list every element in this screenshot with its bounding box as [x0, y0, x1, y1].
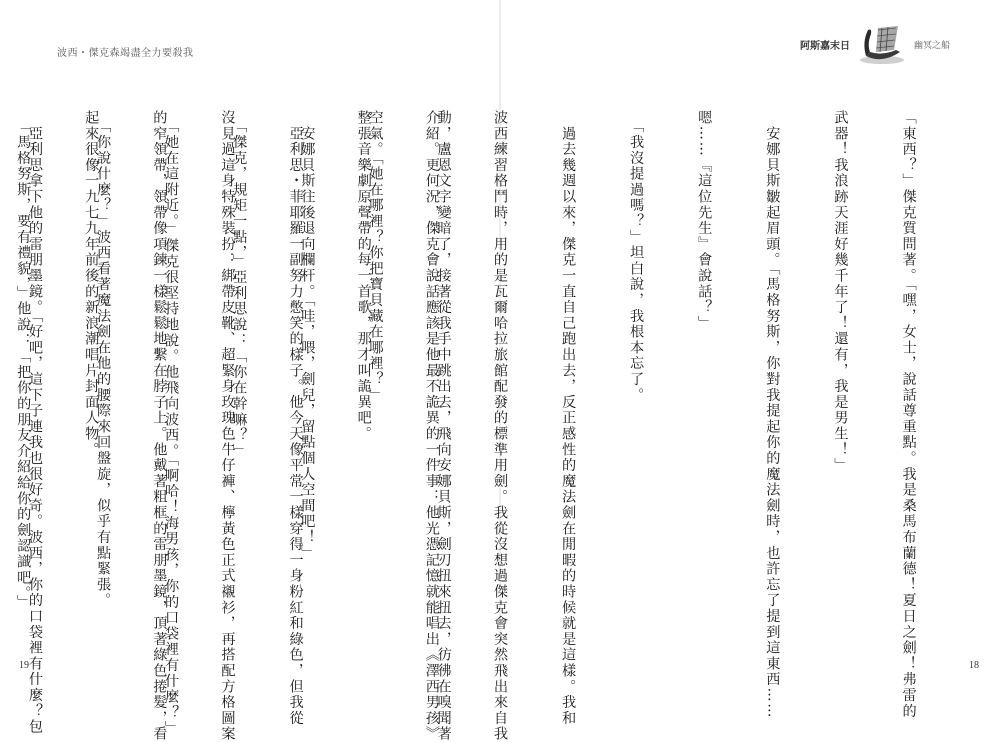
text-column: 安娜貝斯皺起眉頭。「馬格努斯，你對我提起你的魔法劍時，也許忘了提到這東西……	[764, 110, 781, 720]
text-column: 起來很像一九七九年前後的新浪潮唱片封面人物。	[83, 110, 100, 458]
right-running-head	[800, 22, 950, 66]
text-column: 嗯……『這位先生』會說話？」	[696, 110, 713, 332]
text-column: 空氣。「她在哪裡？你把寶貝藏在哪裡？」	[367, 110, 384, 404]
book-title: 幽冥之船	[914, 40, 951, 51]
text-column: 動，盧恩文字變暗了，接著從我手中跳出去，飛向安娜貝斯，劍刃扭來扭去，彷彿在嗅聞著	[435, 110, 452, 742]
left-running-title: 波西・傑克森竭盡全力要殺我	[57, 48, 194, 59]
series-title: 阿斯嘉末日	[800, 40, 850, 52]
text-column: 的窄領帶，領帶像項鍊一樣鬆鬆地繫在脖子上。他戴著粗框的雷朋墨鏡，頂著綠色捲髮，看	[151, 110, 168, 742]
text-column: 「她在這附近。」傑克很堅持地說。他飛向波西。「啊哈！海男孩，你的口袋裡有什麼？」	[163, 110, 180, 737]
text-column: 沒見過這身特殊裝扮：綁帶皮靴、超緊身玫瑰色牛仔褲、檸黃色正式襯衫，再搭配方格圖案	[219, 110, 236, 742]
text-column: 安娜貝斯往後退向欄杆。「哇，喂，劍兒，留點個人空間吧！」	[299, 110, 316, 562]
text-column: 武器！我浪跡天涯好幾千年了！還有，我是男生！」	[832, 110, 849, 474]
text-column: 波西練習格鬥時，用的是瓦爾哈拉旅館配發的標準用劍。我從沒想過傑克會突然飛出來自我	[491, 110, 508, 742]
text-column: 「東西？」傑克質問著。「嘿，女士，說話尊重點。我是桑馬布蘭德！夏日之劍！弗雷的	[900, 110, 917, 720]
text-column: 亞利思拿下他的雷朋墨鏡。「好吧，這下子連我也很好奇。波西，你的口袋裡有什麼？包	[26, 110, 43, 735]
text-column: 「傑克，規矩一點，」亞利思說：「你在幹嘛？」	[231, 110, 248, 460]
text-column: 「你說什麼？」波西看著魔法劍在他的腰際來回盤旋，似乎有點緊張。	[95, 110, 112, 609]
page-number-right: 18	[969, 660, 979, 671]
text-column: 亞利思・菲耶羅一副努力憋笑的樣子。他今天像平常一樣穿得一身粉紅和綠色，但我從	[287, 110, 304, 727]
page-number-left: 19	[19, 660, 29, 671]
viking-ship-icon	[856, 22, 908, 66]
text-column: 「馬格努斯，要有禮貌，」他說：「把你的朋友介紹給你的劍認識吧。」	[15, 110, 32, 611]
text-column: 過去幾週以來，傑克一直自己跑出去，反正感性的魔法劍在閒暇的時候就是這樣。我和	[560, 110, 577, 727]
text-column: 整張音樂劇原聲帶的每一首歌，那才叫詭異吧。	[355, 110, 372, 442]
text-column: 「我沒提過嗎？」坦白說，我根本忘了。	[628, 110, 645, 404]
text-column: 介紹。更何況，傑克會說話應該是他最不詭異的一件事：他光憑記憶就能唱出《澤西男孩》	[423, 110, 440, 742]
